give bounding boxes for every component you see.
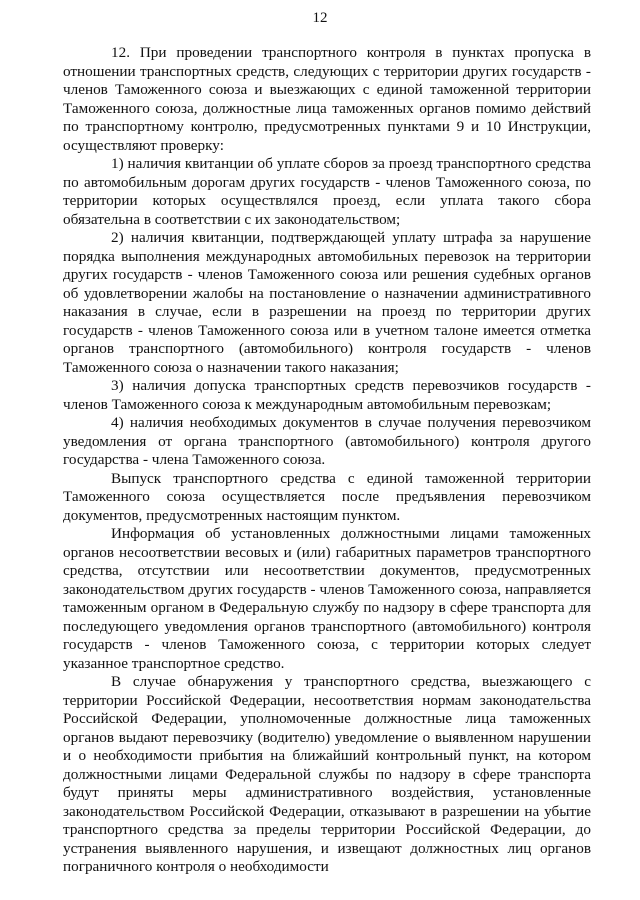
paragraph: 3) наличия допуска транспортных средств перевозчиков государств - членов Таможенного союза к международным автомобильным перевозкам; [63,377,591,413]
page-number: 12 [312,10,328,26]
paragraph: 4) наличия необходимых документов в случае получения перевозчиком уведомления от органа транспортного (автомобильного) контроля другого государства - члена Таможенного союза. [63,414,591,468]
paragraph: 12. При проведении транспортного контроля в пунктах пропуска в отношении транспортных средств, следующих с территории других государств - членов Таможенного союза и выезжающих с единой таможенной территории Таможенного союза, должностные лица таможенных органов помимо действий по транспортному контролю, предусмотренных пунктами 9 и 10 Инструкции, осуществляют проверку: [63,44,591,154]
paragraph: В случае обнаружения у транспортного средства, выезжающего с территории Российской Федерации, несоответствия нормам законодательства Российской Федерации, уполномоченные должностные лица таможенных органов выдают перевозчику (водителю) уведомление о выявленном нарушении и о необходимости прибытия на ближайший контрольный пункт, на котором должностными лицами Федеральной службы по надзору в сфере транспорта будут приняты меры административного воздействия, установленные законодательством Российской Федерации, отказывают в разрешении на убытие транспортного средства за пределы территории Российской Федерации, до устранения выявленного нарушения, и извещают должностных лиц органов пограничного контроля о необходимости [63,673,591,875]
paragraph: 1) наличия квитанции об уплате сборов за проезд транспортного средства по автомобильным дорогам других государств - членов Таможенного союза, по территории которых осуществлялся проезд, если уплата такого сбора обязательна в соответствии с их законодательством; [63,155,591,228]
document-body [63,44,591,877]
paragraph: 2) наличия квитанции, подтверждающей уплату штрафа за нарушение порядка выполнения международных автомобильных перевозок на территории других государств - членов Таможенного союза или решения судебных органов об удовлетворении жалобы на постановление о назначении административного наказания в случае, если в разрешении на проезд по территории других государств - членов Таможенного союза или в учетном талоне имеется отметка органов транспортного (автомобильного) контроля государств - членов Таможенного союза о назначении такого наказания; [63,229,591,376]
paragraph: Информация об установленных должностными лицами таможенных органов несоответствии весовых и (или) габаритных параметров транспортного средства, отсутствии или несоответствии документов, предусмотренных законодательством других государств - членов Таможенного союза, направляется таможенным органом в Федеральную службу по надзору в сфере транспорта для последующего уведомления органов транспортного (автомобильного) контроля государств - членов Таможенного союза, с территории которых следует указанное транспортное средство. [63,525,591,672]
paragraph: Выпуск транспортного средства с единой таможенной территории Таможенного союза осуществляется после предъявления перевозчиком документов, предусмотренных настоящим пунктом. [63,469,591,524]
